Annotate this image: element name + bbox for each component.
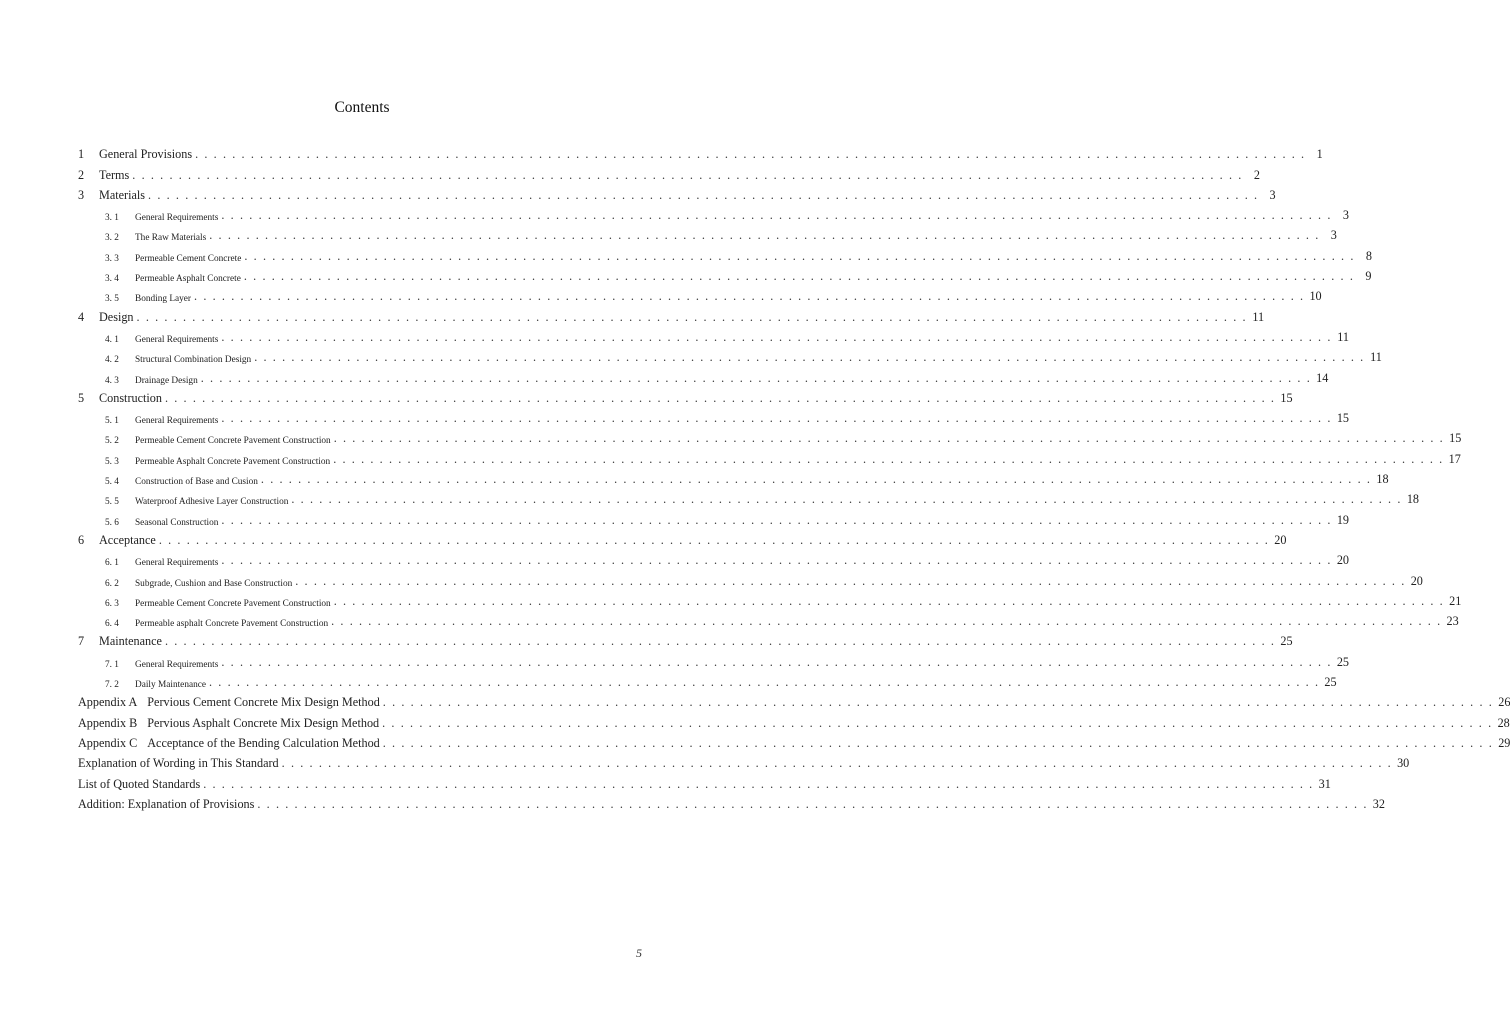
toc-entry-number: 3 [78,187,85,202]
toc-entry-heading [105,599,331,609]
toc-dot-leader: . . . . . . . . . . . . . . . . . . . . . . . . . . . . . . . . . . . . . . . . . . . . . . . . . . . . . . . . . . . . . . . . . . . . . . . . . . . . . . . . . . . . . . . . . . . . . . . . . . . . . . . . . . . . . . . . . . . . . . . . [382,715,1493,730]
toc-entry-page: 18 [1406,492,1419,507]
toc-entry-title: General Requirements [135,334,219,345]
toc-backmatter-entry[interactable] [78,731,1510,751]
toc-entry-title: General Requirements [135,213,219,224]
toc-entry-heading [105,416,218,426]
toc-dot-leader: . . . . . . . . . . . . . . . . . . . . . . . . . . . . . . . . . . . . . . . . . . . . . . . . . . . . . . . . . . . . . . . . . . . . . . . . . . . . . . . . . . . . . . . . . . . . . . . . . . . . . . . . . . . . . . . . . . . . . . . . [243,269,1355,284]
toc-entry-number: Appendix A [78,695,138,710]
toc-entry-title: Permeable Asphalt Concrete [135,274,241,285]
toc-section-entry[interactable] [78,670,1337,691]
toc-entry-number: 3. 1 [105,213,119,224]
toc-dot-leader: . . . . . . . . . . . . . . . . . . . . . . . . . . . . . . . . . . . . . . . . . . . . . . . . . . . . . . . . . . . . . . . . . . . . . . . . . . . . . . . . . . . . . . . . . . . . . . . . . . . . . . . . . . . . . . . . . . . . . . . . [331,614,1442,629]
toc-section-entry[interactable] [78,589,1462,609]
toc-chapter-entry[interactable] [78,629,1293,649]
toc-entry-heading [105,233,206,243]
toc-entry-title: Permeable Cement Concrete [135,253,242,264]
toc-entry-heading [78,797,254,812]
toc-section-entry[interactable] [78,345,1382,366]
toc-entry-page: 15 [1336,411,1349,426]
toc-dot-leader: . . . . . . . . . . . . . . . . . . . . . . . . . . . . . . . . . . . . . . . . . . . . . . . . . . . . . . . . . . . . . . . . . . . . . . . . . . . . . . . . . . . . . . . . . . . . . . . . . . . . . . . . . . . . . . . . . . . . . . . . [382,735,1494,750]
toc-entry-heading [78,777,200,792]
toc-entry-heading [78,188,145,203]
toc-entry-title: Maintenance [99,634,162,649]
toc-dot-leader: . . . . . . . . . . . . . . . . . . . . . . . . . . . . . . . . . . . . . . . . . . . . . . . . . . . . . . . . . . . . . . . . . . . . . . . . . . . . . . . . . . . . . . . . . . . . . . . . . . . . . . . . . . . . . . . . . . . . . . . . [164,390,1276,405]
toc-entry-page: 11 [1337,329,1349,344]
toc-chapter-entry[interactable] [78,386,1293,406]
page-title: Contents [334,99,390,116]
toc-entry-page: 20 [1274,532,1287,547]
toc-entry-page: 1 [1316,147,1323,162]
toc-dot-leader: . . . . . . . . . . . . . . . . . . . . . . . . . . . . . . . . . . . . . . . . . . . . . . . . . . . . . . . . . . . . . . . . . . . . . . . . . . . . . . . . . . . . . . . . . . . . . . . . . . . . . . . . . . . . . . . . . . . . . . . . [221,512,1333,527]
toc-section-entry[interactable] [78,325,1349,345]
toc-entry-number: 5. 3 [105,456,119,467]
toc-entry-heading [105,558,218,568]
toc-entry-page: 23 [1446,614,1459,629]
toc-entry-page: 2 [1253,167,1260,182]
toc-entry-title: Subgrade, Cushion and Base Construction [135,578,293,589]
toc-entry-page: 3 [1269,187,1276,202]
toc-entry-number: 5. 1 [105,416,119,427]
toc-dot-leader: . . . . . . . . . . . . . . . . . . . . . . . . . . . . . . . . . . . . . . . . . . . . . . . . . . . . . . . . . . . . . . . . . . . . . . . . . . . . . . . . . . . . . . . . . . . . . . . . . . . . . . . . . . . . . . . . . . . . . . . . [203,776,1314,791]
toc-dot-leader: . . . . . . . . . . . . . . . . . . . . . . . . . . . . . . . . . . . . . . . . . . . . . . . . . . . . . . . . . . . . . . . . . . . . . . . . . . . . . . . . . . . . . . . . . . . . . . . . . . . . . . . . . . . . . . . . . . . . . . . . [221,329,1332,344]
toc-entry-heading [105,213,218,223]
toc-entry-page: 25 [1280,634,1293,649]
toc-entry-number: 6. 1 [105,558,119,569]
toc-entry-number: 3. 4 [105,274,119,285]
toc-entry-title: Bonding Layer [135,294,192,305]
toc-entry-page: 25 [1324,675,1337,690]
toc-entry-heading [105,477,258,487]
page-number: 5 [636,946,642,960]
toc-dot-leader: . . . . . . . . . . . . . . . . . . . . . . . . . . . . . . . . . . . . . . . . . . . . . . . . . . . . . . . . . . . . . . . . . . . . . . . . . . . . . . . . . . . . . . . . . . . . . . . . . . . . . . . . . . . . . . . . . . . . . . . . [194,289,1305,304]
toc-entry-number: 4. 1 [105,334,119,345]
toc-section-entry[interactable] [78,264,1372,285]
toc-section-entry[interactable] [78,609,1459,630]
toc-dot-leader: . . . . . . . . . . . . . . . . . . . . . . . . . . . . . . . . . . . . . . . . . . . . . . . . . . . . . . . . . . . . . . . . . . . . . . . . . . . . . . . . . . . . . . . . . . . . . . . . . . . . . . . . . . . . . . . . . . . . . . . . [221,654,1332,669]
toc-entry-page: 9 [1365,269,1372,284]
toc-entry-number: 7. 1 [105,659,119,670]
toc-entry-page: 11 [1252,309,1265,324]
toc-entry-title: Explanation of Wording in This Standard [78,756,279,771]
toc-entry-number: 3. 3 [105,253,119,264]
toc-section-entry[interactable] [78,649,1349,670]
toc-entry-number: 5. 2 [105,436,119,447]
toc-entry-heading [78,147,192,162]
toc-entry-heading [105,294,191,304]
toc-dot-leader: . . . . . . . . . . . . . . . . . . . . . . . . . . . . . . . . . . . . . . . . . . . . . . . . . . . . . . . . . . . . . . . . . . . . . . . . . . . . . . . . . . . . . . . . . . . . . . . . . . . . . . . . . . . . . . . . . . . . . . . . [195,147,1306,162]
toc-entry-heading [78,310,134,325]
toc-entry-title: Pervious Asphalt Concrete Mix Design Method [147,715,380,730]
toc-entry-heading [105,335,218,345]
toc-entry-heading [105,436,331,446]
toc-section-entry[interactable] [78,284,1322,305]
toc-dot-leader: . . . . . . . . . . . . . . . . . . . . . . . . . . . . . . . . . . . . . . . . . . . . . . . . . . . . . . . . . . . . . . . . . . . . . . . . . . . . . . . . . . . . . . . . . . . . . . . . . . . . . . . . . . . . . . . . . . . . . . . . [164,634,1276,649]
toc-entry-number: 5. 5 [105,497,119,508]
toc-entry-page: 20 [1410,573,1423,588]
toc-backmatter-entry[interactable] [78,690,1510,710]
toc-chapter-entry[interactable] [78,183,1276,203]
toc-entry-number: 1 [78,147,85,162]
toc-section-entry[interactable] [78,365,1329,386]
toc-entry-title: Addition: Explanation of Provisions [78,796,255,811]
toc-entry-heading [78,716,379,731]
toc-entry-page: 26 [1498,695,1510,710]
toc-entry-heading [105,254,241,264]
toc-entry-title: List of Quoted Standards [78,776,201,791]
toc-entry-number: 6. 3 [105,598,119,609]
toc-dot-leader: . . . . . . . . . . . . . . . . . . . . . . . . . . . . . . . . . . . . . . . . . . . . . . . . . . . . . . . . . . . . . . . . . . . . . . . . . . . . . . . . . . . . . . . . . . . . . . . . . . . . . . . . . . . . . . . . . . . . . . . . [221,208,1332,223]
toc-entry-heading [105,518,218,528]
toc-entry-page: 25 [1336,654,1349,669]
toc-entry-number: 6. 2 [105,578,119,589]
toc-entry-title: Permeable Cement Concrete Pavement Construction [135,598,331,609]
toc-entry-heading [78,756,279,771]
toc-entry-title: Design [99,309,134,324]
toc-entry-title: General Provisions [99,147,193,162]
toc-entry-title: Structural Combination Design [135,355,252,366]
toc-entry-page: 31 [1318,776,1331,791]
toc-entry-title: Materials [99,187,146,202]
toc-entry-title: Waterproof Adhesive Layer Construction [135,497,289,508]
toc-chapter-entry[interactable] [78,142,1323,162]
toc-entry-number: 5. 4 [105,477,119,488]
toc-entry-page: 32 [1372,796,1385,811]
toc-entry-page: 29 [1498,735,1510,750]
toc-entry-number: 5 [78,390,85,405]
toc-dot-leader: . . . . . . . . . . . . . . . . . . . . . . . . . . . . . . . . . . . . . . . . . . . . . . . . . . . . . . . . . . . . . . . . . . . . . . . . . . . . . . . . . . . . . . . . . . . . . . . . . . . . . . . . . . . . . . . . . . . . . . . . [291,492,1402,507]
toc-dot-leader: . . . . . . . . . . . . . . . . . . . . . . . . . . . . . . . . . . . . . . . . . . . . . . . . . . . . . . . . . . . . . . . . . . . . . . . . . . . . . . . . . . . . . . . . . . . . . . . . . . . . . . . . . . . . . . . . . . . . . . . . [257,796,1368,811]
toc-section-entry[interactable] [78,548,1349,569]
toc-entry-heading [78,736,380,751]
toc-backmatter-entry[interactable] [78,792,1385,812]
toc-entry-number: 3. 2 [105,233,119,244]
toc-entry-title: General Requirements [135,558,219,569]
toc-dot-leader: . . . . . . . . . . . . . . . . . . . . . . . . . . . . . . . . . . . . . . . . . . . . . . . . . . . . . . . . . . . . . . . . . . . . . . . . . . . . . . . . . . . . . . . . . . . . . . . . . . . . . . . . . . . . . . . . . . . . . . . . [382,695,1494,710]
toc-entry-title: Terms [99,167,130,182]
toc-entry-page: 15 [1280,390,1293,405]
toc-entry-heading [105,376,198,386]
toc-entry-heading [78,533,156,548]
toc-chapter-entry[interactable] [78,528,1287,548]
toc-entry-title: Construction [99,390,162,405]
toc-entry-title: Seasonal Construction [135,517,219,528]
toc-dot-leader: . . . . . . . . . . . . . . . . . . . . . . . . . . . . . . . . . . . . . . . . . . . . . . . . . . . . . . . . . . . . . . . . . . . . . . . . . . . . . . . . . . . . . . . . . . . . . . . . . . . . . . . . . . . . . . . . . . . . . . . . [148,187,1259,202]
toc-dot-leader: . . . . . . . . . . . . . . . . . . . . . . . . . . . . . . . . . . . . . . . . . . . . . . . . . . . . . . . . . . . . . . . . . . . . . . . . . . . . . . . . . . . . . . . . . . . . . . . . . . . . . . . . . . . . . . . . . . . . . . . . [244,248,1355,263]
toc-entry-page: 30 [1397,756,1410,771]
toc-entry-title: Construction of Base and Cusion [135,477,258,488]
toc-entry-page: 28 [1497,715,1510,730]
toc-entry-title: Permeable asphalt Concrete Pavement Construction [135,619,329,630]
toc-section-entry[interactable] [78,243,1372,264]
toc-dot-leader: . . . . . . . . . . . . . . . . . . . . . . . . . . . . . . . . . . . . . . . . . . . . . . . . . . . . . . . . . . . . . . . . . . . . . . . . . . . . . . . . . . . . . . . . . . . . . . . . . . . . . . . . . . . . . . . . . . . . . . . . [260,472,1372,487]
toc-dot-leader: . . . . . . . . . . . . . . . . . . . . . . . . . . . . . . . . . . . . . . . . . . . . . . . . . . . . . . . . . . . . . . . . . . . . . . . . . . . . . . . . . . . . . . . . . . . . . . . . . . . . . . . . . . . . . . . . . . . . . . . . [333,593,1445,608]
toc-entry-title: Daily Maintenance [135,680,206,691]
toc-entry-number: 4. 2 [105,355,119,366]
toc-entry-title: Permeable Cement Concrete Pavement Construction [135,436,331,447]
toc-entry-heading [105,579,292,589]
toc-entry-heading [78,634,162,649]
toc-entry-number: 7. 2 [105,680,119,691]
toc-entry-page: 10 [1309,289,1322,304]
toc-chapter-entry[interactable] [78,304,1265,324]
toc-entry-title: Drainage Design [135,375,198,386]
toc-entry-heading [78,695,380,710]
toc-entry-page: 19 [1336,512,1350,527]
toc-entry-title: General Requirements [135,416,219,427]
toc-entry-page: 14 [1316,370,1329,385]
toc-dot-leader: . . . . . . . . . . . . . . . . . . . . . . . . . . . . . . . . . . . . . . . . . . . . . . . . . . . . . . . . . . . . . . . . . . . . . . . . . . . . . . . . . . . . . . . . . . . . . . . . . . . . . . . . . . . . . . . . . . . . . . . . [333,451,1444,466]
toc-section-entry[interactable] [78,406,1349,427]
toc-entry-page: 8 [1365,248,1372,263]
toc-entry-number: 7 [78,634,85,649]
toc-dot-leader: . . . . . . . . . . . . . . . . . . . . . . . . . . . . . . . . . . . . . . . . . . . . . . . . . . . . . . . . . . . . . . . . . . . . . . . . . . . . . . . . . . . . . . . . . . . . . . . . . . . . . . . . . . . . . . . . . . . . . . . . [209,675,1320,690]
toc-entry-number: 5. 6 [105,517,119,528]
toc-entry-heading [105,274,241,284]
toc-entry-page: 3 [1330,228,1337,243]
toc-dot-leader: . . . . . . . . . . . . . . . . . . . . . . . . . . . . . . . . . . . . . . . . . . . . . . . . . . . . . . . . . . . . . . . . . . . . . . . . . . . . . . . . . . . . . . . . . . . . . . . . . . . . . . . . . . . . . . . . . . . . . . . . [158,532,1270,547]
toc-entry-page: 11 [1370,350,1382,365]
toc-entry-page: 3 [1342,208,1349,223]
toc-section-entry[interactable] [78,568,1423,589]
toc-dot-leader: . . . . . . . . . . . . . . . . . . . . . . . . . . . . . . . . . . . . . . . . . . . . . . . . . . . . . . . . . . . . . . . . . . . . . . . . . . . . . . . . . . . . . . . . . . . . . . . . . . . . . . . . . . . . . . . . . . . . . . . . [200,370,1312,385]
toc-entry-title: The Raw Materials [135,233,207,244]
toc-backmatter-entry[interactable] [78,771,1331,791]
toc-entry-heading [105,619,328,629]
toc-dot-leader: . . . . . . . . . . . . . . . . . . . . . . . . . . . . . . . . . . . . . . . . . . . . . . . . . . . . . . . . . . . . . . . . . . . . . . . . . . . . . . . . . . . . . . . . . . . . . . . . . . . . . . . . . . . . . . . . . . . . . . . . [221,411,1332,426]
toc-dot-leader: . . . . . . . . . . . . . . . . . . . . . . . . . . . . . . . . . . . . . . . . . . . . . . . . . . . . . . . . . . . . . . . . . . . . . . . . . . . . . . . . . . . . . . . . . . . . . . . . . . . . . . . . . . . . . . . . . . . . . . . . [295,573,1406,588]
toc-entry-title: Pervious Cement Concrete Mix Design Method [147,695,380,710]
toc-dot-leader: . . . . . . . . . . . . . . . . . . . . . . . . . . . . . . . . . . . . . . . . . . . . . . . . . . . . . . . . . . . . . . . . . . . . . . . . . . . . . . . . . . . . . . . . . . . . . . . . . . . . . . . . . . . . . . . . . . . . . . . . [254,350,1365,365]
toc-entry-heading [78,391,162,406]
toc-dot-leader: . . . . . . . . . . . . . . . . . . . . . . . . . . . . . . . . . . . . . . . . . . . . . . . . . . . . . . . . . . . . . . . . . . . . . . . . . . . . . . . . . . . . . . . . . . . . . . . . . . . . . . . . . . . . . . . . . . . . . . . . [221,553,1332,568]
toc-backmatter-entry[interactable] [78,751,1410,771]
toc-entry-page: 17 [1448,451,1461,466]
toc-section-entry[interactable] [78,203,1349,224]
toc-entry-number: Appendix B [78,715,138,730]
toc-entry-number: 2 [78,167,85,182]
toc-entry-title: Acceptance [99,532,156,547]
toc-entry-page: 20 [1336,553,1349,568]
toc-entry-title: Acceptance of the Bending Calculation Method [147,735,380,750]
toc-entry-page: 18 [1376,472,1389,487]
toc-chapter-entry[interactable] [78,162,1260,182]
toc-section-entry[interactable] [78,426,1462,447]
toc-dot-leader: . . . . . . . . . . . . . . . . . . . . . . . . . . . . . . . . . . . . . . . . . . . . . . . . . . . . . . . . . . . . . . . . . . . . . . . . . . . . . . . . . . . . . . . . . . . . . . . . . . . . . . . . . . . . . . . . . . . . . . . . [333,431,1445,446]
toc-entry-page: 15 [1449,431,1462,446]
toc-dot-leader: . . . . . . . . . . . . . . . . . . . . . . . . . . . . . . . . . . . . . . . . . . . . . . . . . . . . . . . . . . . . . . . . . . . . . . . . . . . . . . . . . . . . . . . . . . . . . . . . . . . . . . . . . . . . . . . . . . . . . . . . [281,756,1393,771]
toc-entry-page: 21 [1449,593,1462,608]
toc-section-entry[interactable] [78,223,1337,244]
toc-section-entry[interactable] [78,507,1350,528]
toc-entry-title: General Requirements [135,659,219,670]
toc-dot-leader: . . . . . . . . . . . . . . . . . . . . . . . . . . . . . . . . . . . . . . . . . . . . . . . . . . . . . . . . . . . . . . . . . . . . . . . . . . . . . . . . . . . . . . . . . . . . . . . . . . . . . . . . . . . . . . . . . . . . . . . . [209,228,1320,243]
toc-entry-number: 6. 4 [105,619,119,630]
toc-entry-number: Appendix C [78,735,138,750]
toc-backmatter-entry[interactable] [78,710,1510,730]
toc-entry-heading [105,355,251,365]
toc-entry-number: 3. 5 [105,294,119,305]
toc-entry-number: 4. 3 [105,375,119,386]
toc-entry-heading [105,457,330,467]
toc-entry-number: 4 [78,309,85,324]
toc-entry-heading [105,660,218,670]
toc-dot-leader: . . . . . . . . . . . . . . . . . . . . . . . . . . . . . . . . . . . . . . . . . . . . . . . . . . . . . . . . . . . . . . . . . . . . . . . . . . . . . . . . . . . . . . . . . . . . . . . . . . . . . . . . . . . . . . . . . . . . . . . . [132,167,1243,182]
toc-entry-heading [105,497,288,507]
toc-section-entry[interactable] [78,446,1461,467]
toc-dot-leader: . . . . . . . . . . . . . . . . . . . . . . . . . . . . . . . . . . . . . . . . . . . . . . . . . . . . . . . . . . . . . . . . . . . . . . . . . . . . . . . . . . . . . . . . . . . . . . . . . . . . . . . . . . . . . . . . . . . . . . . . [136,309,1248,324]
toc-section-entry[interactable] [78,467,1389,488]
table-of-contents [78,142,1510,812]
toc-section-entry[interactable] [78,487,1419,508]
toc-entry-heading [105,680,206,690]
toc-entry-title: Permeable Asphalt Concrete Pavement Construction [135,456,331,467]
toc-entry-number: 6 [78,532,85,547]
toc-entry-heading [78,168,129,183]
